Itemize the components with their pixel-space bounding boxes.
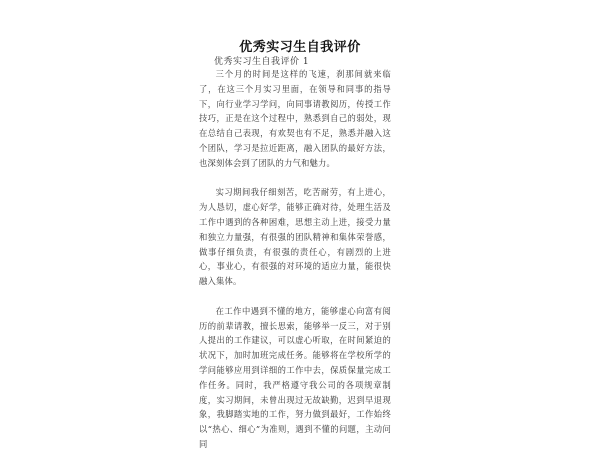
paragraph: 在工作中遇到不懂的地方，能够虚心向富有阅历的前辈请教，擅长思索，能够举一反三，对于别人提出的工作建议，可以虚心听取，在时间紧迫的状况下，加时加班完成任务。能够将在学校所学的学问能够应用到详细的工作中去，保质保量完成工作任务。同时，我严格遵守我公司的各项规章制度，实习期间，未曾出现过无故缺勤，迟到早退现象，我脚踏实地的工作，努力做到最好，工作始终以“热心、细心”为准则，遇到不懂的问题，主动问同 [199, 305, 391, 449]
page-title: 优秀实习生自我评价 [239, 40, 361, 55]
paragraph: 实习期间我仔细刻苦，吃苦耐劳，有上进心，为人恳切，虚心好学，能够正确对待，处理生活及工作中遇到的各种困难，思想主动上进，接受力量和独立力量强，有很强的团队精神和集体荣誉感，做事仔细负责，有很强的责任心，有剧烈的上进心，事业心，有很强的对环境的适应力量，能很快融入集体。 [199, 187, 391, 287]
section-heading: 优秀实习生自我评价 1 [214, 57, 310, 67]
paragraph: 三个月的时间是这样的飞速，刹那间就来临了，在这三个月实习里面，在领导和同事的指导下，向行业学习学问，向同事请教阅历，传授工作技巧，正是在这个过程中，熟悉到自己的弱处，现在总结自己表现，有欢契也有不足，熟悉并融入这个团队，学习是拉近距离，融入团队的最好方法，也深刻体会到了团队的力气和魅力。 [199, 69, 391, 168]
document-body [199, 67, 391, 452]
